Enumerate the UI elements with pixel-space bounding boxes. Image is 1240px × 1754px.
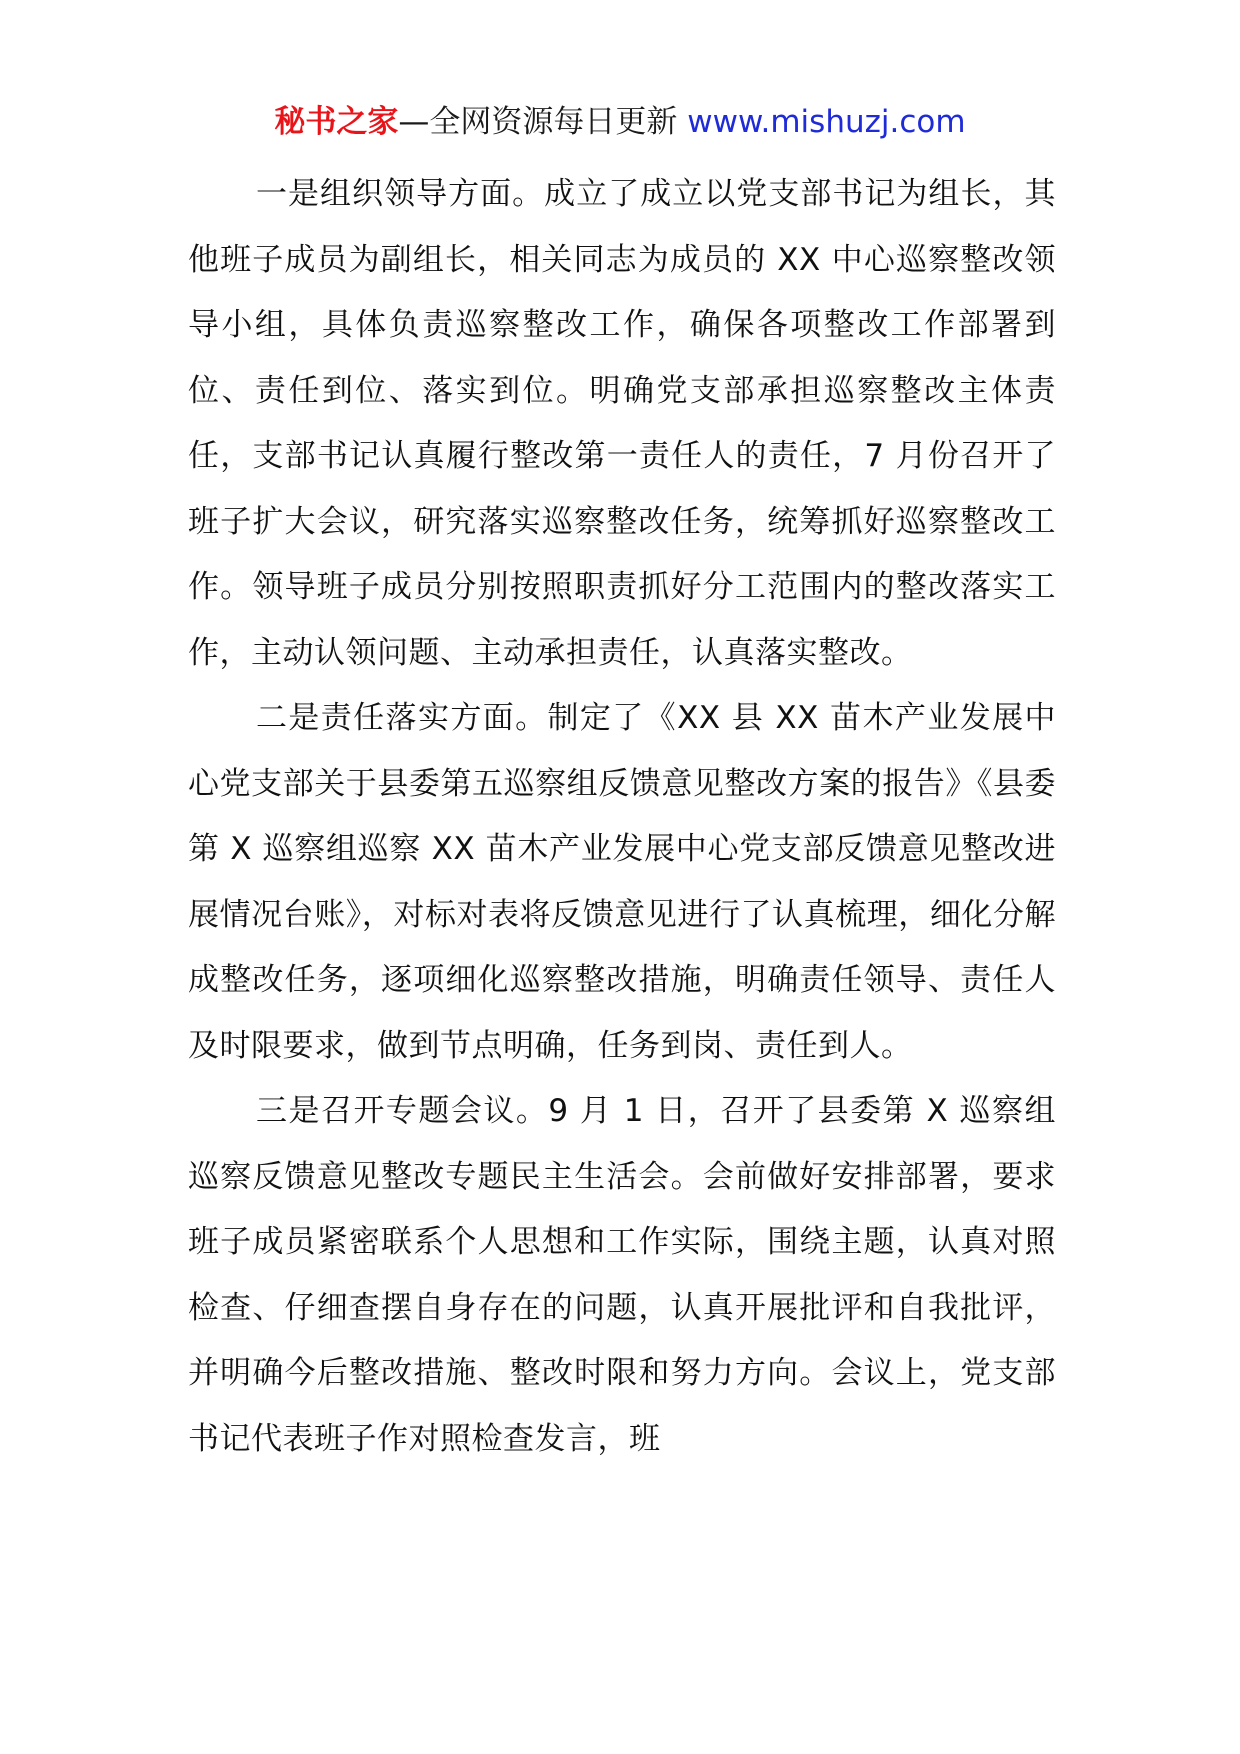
- page-header: [0, 100, 1240, 144]
- paragraph-responsibility-implementation: 二是责任落实方面。制定了《XX 县 XX 苗木产业发展中心党支部关于县委第五巡察组反馈意见整改方案的报告》《县委第 X 巡察组巡察 XX 苗木产业发展中心党支部反馈意见整改进展情况台账》，对标对表将反馈意见进行了认真梳理，细化分解成整改任务，逐项细化巡察整改措施，明确责任领导、责任人及时限要求，做到节点明确，任务到岗、责任到人。: [188, 700, 1056, 1064]
- header-url-link[interactable]: www.mishuzj.com: [687, 104, 966, 140]
- paragraph-organization-leadership: 一是组织领导方面。成立了成立以党支部书记为组长，其他班子成员为副组长，相关同志为成员的 XX 中心巡察整改领导小组，具体负责巡察整改工作，确保各项整改工作部署到位、责任到位、落实到位。明确党支部承担巡察整改主体责任，支部书记认真履行整改第一责任人的责任，7 月份召开了班子扩大会议，研究落实巡察整改任务，统筹抓好巡察整改工作。领导班子成员分别按照职责抓好分工范围内的整改落实工作，主动认领问题、主动承担责任，认真落实整改。: [188, 176, 1056, 671]
- document-body: [188, 162, 1056, 1472]
- paragraph-special-meeting: 三是召开专题会议。9 月 1 日，召开了县委第 X 巡察组巡察反馈意见整改专题民主生活会。会前做好安排部署，要求班子成员紧密联系个人思想和工作实际，围绕主题，认真对照检查、仔细查摆自身存在的问题，认真开展批评和自我批评，并明确今后整改措施、整改时限和努力方向。会议上，党支部书记代表班子作对照检查发言，班: [188, 1093, 1056, 1457]
- header-tagline: —全网资源每日更新: [398, 104, 688, 140]
- header-brand: 秘书之家: [274, 104, 399, 140]
